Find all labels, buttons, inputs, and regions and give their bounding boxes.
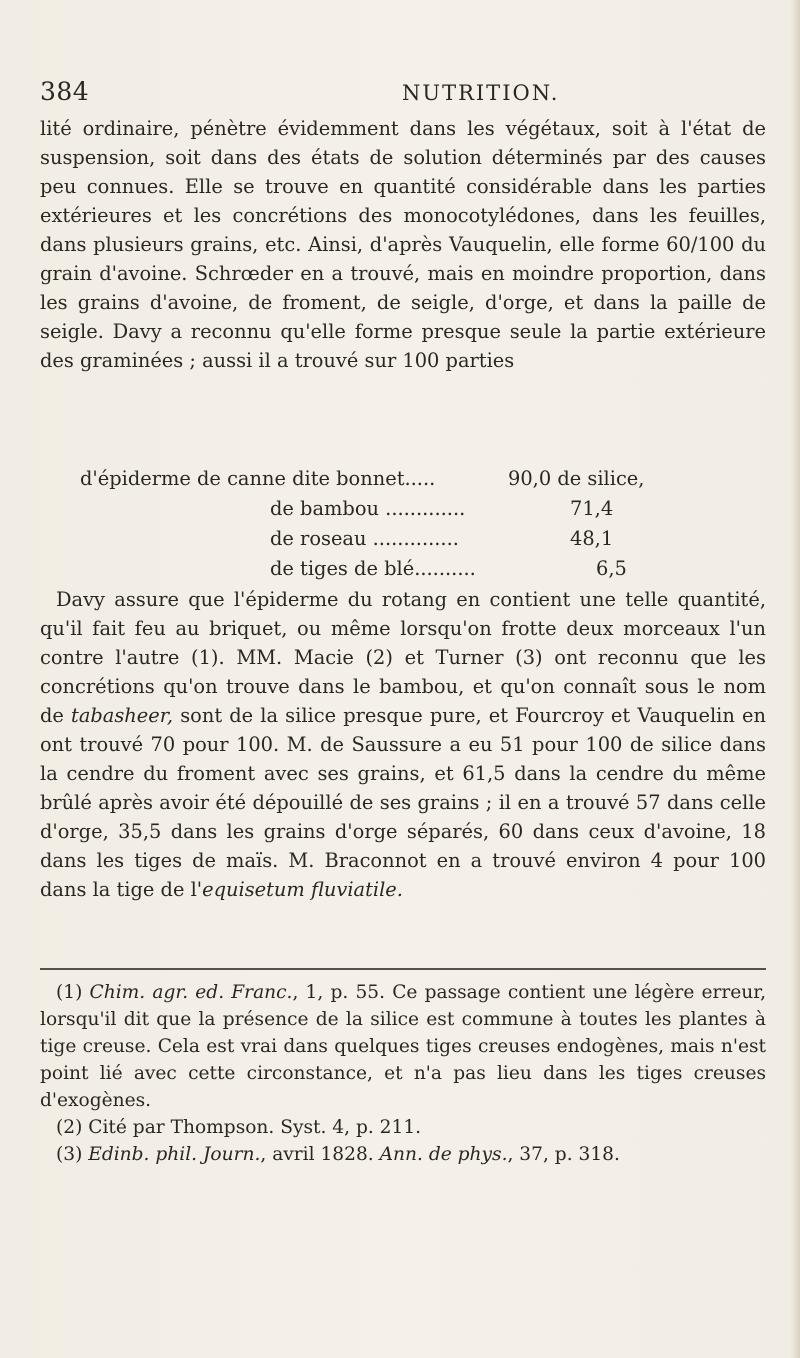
table-row-value: 71,4: [570, 497, 614, 520]
footnote-text: , avril 1828.: [260, 1144, 380, 1165]
table-row: [40, 464, 766, 494]
paragraph-2-text: sont de la silice presque pure, et Fourcroy et Vauquelin en ont trouvé 70 pour 100. M. de Saussure a eu 51 pour 100 de silice dans la cendre du froment avec ses grains, et 61,5 dans la cendre du même brûlé après avoir été dépouillé de ses grains ; il en a trouvé 57 dans celle d'orge, 35,5 dans les grains d'orge séparés, 60 dans ceux d'avoine, 18 dans les tiges de maïs. M. Braconnot en a trouvé environ 4 pour 100 dans la tige de l': [40, 704, 766, 901]
paragraph-2-italic-species: equisetum fluviatile.: [202, 878, 403, 901]
footnote-divider: [40, 968, 766, 970]
table-row-label: de tiges de blé..........: [270, 557, 476, 580]
silica-table: [40, 464, 766, 584]
footnote-text: , 37, p. 318.: [507, 1144, 620, 1165]
table-row: [40, 494, 766, 524]
footnote-1: [40, 979, 766, 1114]
page-header: [40, 77, 760, 113]
main-text: [40, 114, 766, 375]
running-title: NUTRITION.: [402, 81, 560, 105]
footnote-marker: (3): [56, 1144, 89, 1165]
footnote-3: [40, 1141, 766, 1168]
footnotes: [40, 979, 766, 1168]
paragraph-1: lité ordinaire, pénètre évidemment dans les végétaux, soit à l'état de suspension, soit dans des états de solution déterminés par des causes peu connues. Elle se trouve en quantité considérable dans les parties extérieures et les concrétions des monocotylédones, dans les feuilles, dans plusieurs grains, etc. Ainsi, d'après Vauquelin, elle forme 60/100 du grain d'avoine. Schrœder en a trouvé, mais en moindre proportion, dans les grains d'avoine, de froment, de seigle, d'orge, et dans la paille de seigle. Davy a reconnu qu'elle forme presque seule la partie extérieure des graminées ; aussi il a trouvé sur 100 parties: [40, 117, 766, 372]
page-number: 384: [40, 77, 90, 106]
table-row-label: de bambou .............: [270, 497, 466, 520]
footnote-2: [40, 1114, 766, 1141]
paragraph-2-text: Davy assure que l'épiderme du rotang en contient une telle quantité, qu'il fait feu au briquet, ou même lorsqu'on frotte deux morceaux l'un contre l'autre (1). MM. Macie (2) et Turner (3) ont reconnu que les concrétions qu'on trouve dans le bambou, et qu'on connaît sous le nom de: [40, 588, 766, 727]
footnote-text: (2) Cité par Thompson. Syst. 4, p. 211.: [56, 1117, 422, 1138]
table-row-value: 90,0 de silice,: [508, 467, 645, 490]
footnote-marker: (1): [56, 982, 90, 1003]
table-row: [40, 524, 766, 554]
paragraph-2: [40, 585, 766, 904]
footnote-source: Chim. agr. ed. Franc.: [89, 982, 293, 1003]
table-row-value: 6,5: [596, 557, 627, 580]
table-row-value: 48,1: [570, 527, 614, 550]
table-row-label: d'épiderme de canne dite bonnet.....: [80, 467, 436, 490]
footnote-source: Ann. de phys.: [379, 1144, 508, 1165]
table-row-label: de roseau ..............: [270, 527, 459, 550]
table-row: [40, 554, 766, 584]
paragraph-2-italic-term: tabasheer,: [71, 704, 174, 727]
page-edge-shadow: [790, 0, 800, 1358]
footnote-text: , 1, p. 55. Ce passage contient une légère erreur, lorsqu'il dit que la présence de la silice est commune à toutes les plantes à tige creuse. Cela est vrai dans quelques tiges creuses endogènes, mais n'est point lié avec cette circonstance, et n'a pas lieu dans les tiges creuses d'exogènes.: [40, 982, 767, 1111]
footnote-source: Edinb. phil. Journ.: [88, 1144, 261, 1165]
